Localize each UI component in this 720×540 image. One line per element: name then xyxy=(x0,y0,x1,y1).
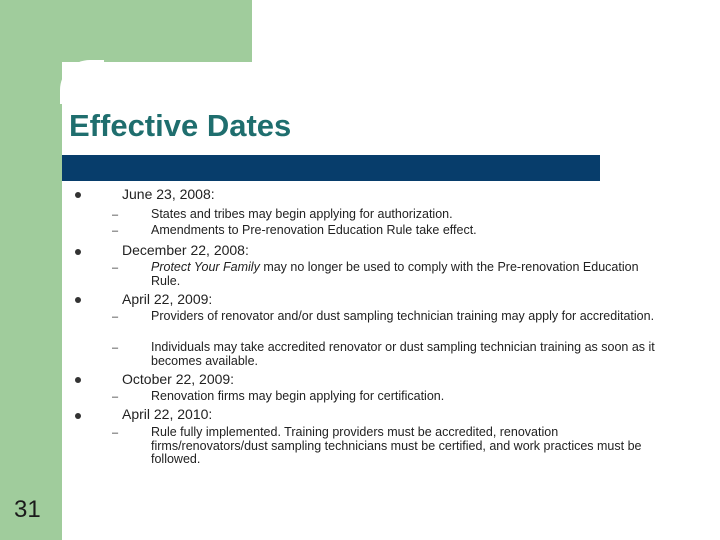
page-number: 31 xyxy=(14,496,41,523)
date-heading: June 23, 2008: xyxy=(122,186,215,202)
sub-item: Providers of renovator and/or dust sampling technician training may apply for accreditation. xyxy=(151,309,655,323)
bullet-icon xyxy=(75,249,81,255)
date-heading: April 22, 2009: xyxy=(122,291,213,307)
date-heading: December 22, 2008: xyxy=(122,242,249,258)
sub-item xyxy=(151,261,656,288)
sub-item: Renovation firms may begin applying for certification. xyxy=(151,389,445,403)
bullet-icon xyxy=(75,413,81,419)
bullet-icon xyxy=(75,377,81,383)
dash-icon: – xyxy=(112,311,119,323)
date-heading: April 22, 2010: xyxy=(122,406,213,422)
dash-icon: – xyxy=(112,427,119,439)
dash-icon: – xyxy=(112,391,119,403)
bullet-icon xyxy=(75,297,81,303)
bullet-icon xyxy=(75,192,81,198)
sub-item: Amendments to Pre-renovation Education Rule take effect. xyxy=(151,223,477,237)
date-heading: October 22, 2009: xyxy=(122,371,235,387)
slide-title: Effective Dates xyxy=(69,108,292,143)
sub-item-italic: Protect Your Family xyxy=(151,260,260,274)
dash-icon: – xyxy=(112,342,119,354)
sub-item: States and tribes may begin applying for authorization. xyxy=(151,207,453,221)
dash-icon: – xyxy=(112,262,119,274)
dash-icon: – xyxy=(112,209,119,221)
sub-item: Rule fully implemented. Training providers must be accredited, renovation firms/renovators/dust sampling technicians must be certified, and work practices must be followed. xyxy=(151,425,642,466)
sub-item: Individuals may take accredited renovator or dust sampling technician training as soon as it becomes available. xyxy=(151,340,655,368)
sub-item-text: may no longer be used to comply with the Pre-renovation Education Rule. xyxy=(151,260,639,288)
dash-icon: – xyxy=(112,225,119,237)
